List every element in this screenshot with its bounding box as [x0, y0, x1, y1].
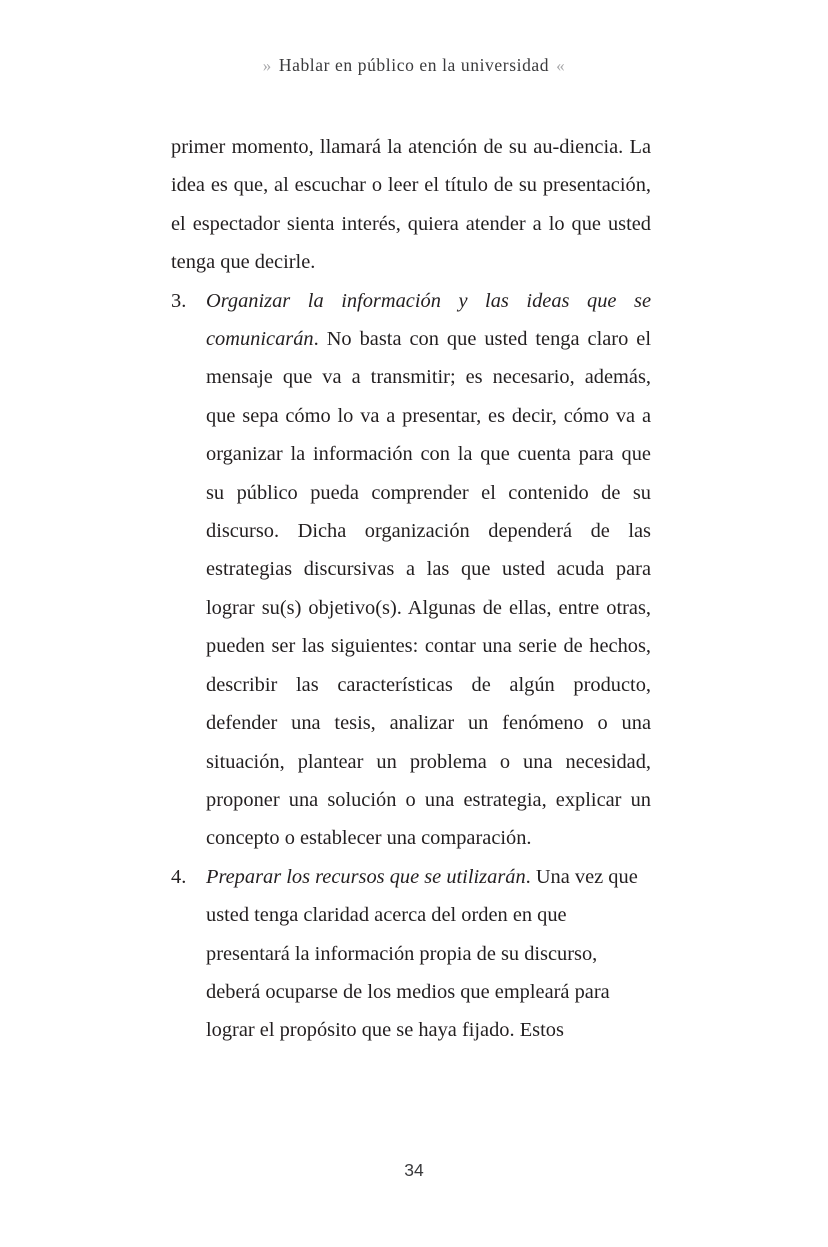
list-item: [171, 858, 651, 1050]
list-item-italic-lead: Organizar la información y las ideas que se comunicarán: [206, 289, 651, 351]
paragraph-continuation: primer momento, llamará la atención de su au-diencia. La idea es que, al escuchar o leer el título de su presentación, el espectador sienta interés, quiera atender a lo que usted tenga que decirle.: [171, 136, 651, 274]
running-head: [0, 55, 828, 76]
page-number: 34: [404, 1160, 424, 1180]
list-item-italic-lead: Preparar los recursos que se utilizarán: [206, 865, 526, 888]
running-head-deco-left: »: [262, 56, 272, 75]
list-item-body: [206, 858, 651, 1050]
list-item-text: . No basta con que usted tenga claro el mensaje que va a transmitir; es necesario, además, que sepa cómo lo va a presentar, es decir, cómo va a organizar la información con la que cuenta para que su público pueda comprender el contenido de su discurso. Dicha organización dependerá de las estrategias discursivas a las que usted acuda para lograr su(s) objetivo(s). Algunas de ellas, entre otras, pueden ser las siguientes: contar una serie de hechos, describir las características de algún producto, defender una tesis, analizar un fenómeno o una situación, plantear un problema o una necesidad, proponer una solución o una estrategia, explicar un concepto o establecer una comparación.: [206, 328, 651, 850]
running-head-deco-right: «: [556, 56, 566, 75]
list-item-number: 3.: [171, 289, 187, 312]
numbered-list: [171, 282, 651, 1050]
list-item: [171, 282, 651, 858]
list-item-number: 4.: [171, 865, 187, 888]
page-body: [171, 128, 651, 1050]
list-item-body: [206, 282, 651, 858]
list-item-text: . Una vez que usted tenga claridad acerca del orden en que presentará la información propia de su discurso, deberá ocuparse de los medios que empleará para lograr el propósito que se haya fijado. Estos: [206, 865, 638, 1042]
running-head-title: Hablar en público en la universidad: [278, 55, 550, 75]
